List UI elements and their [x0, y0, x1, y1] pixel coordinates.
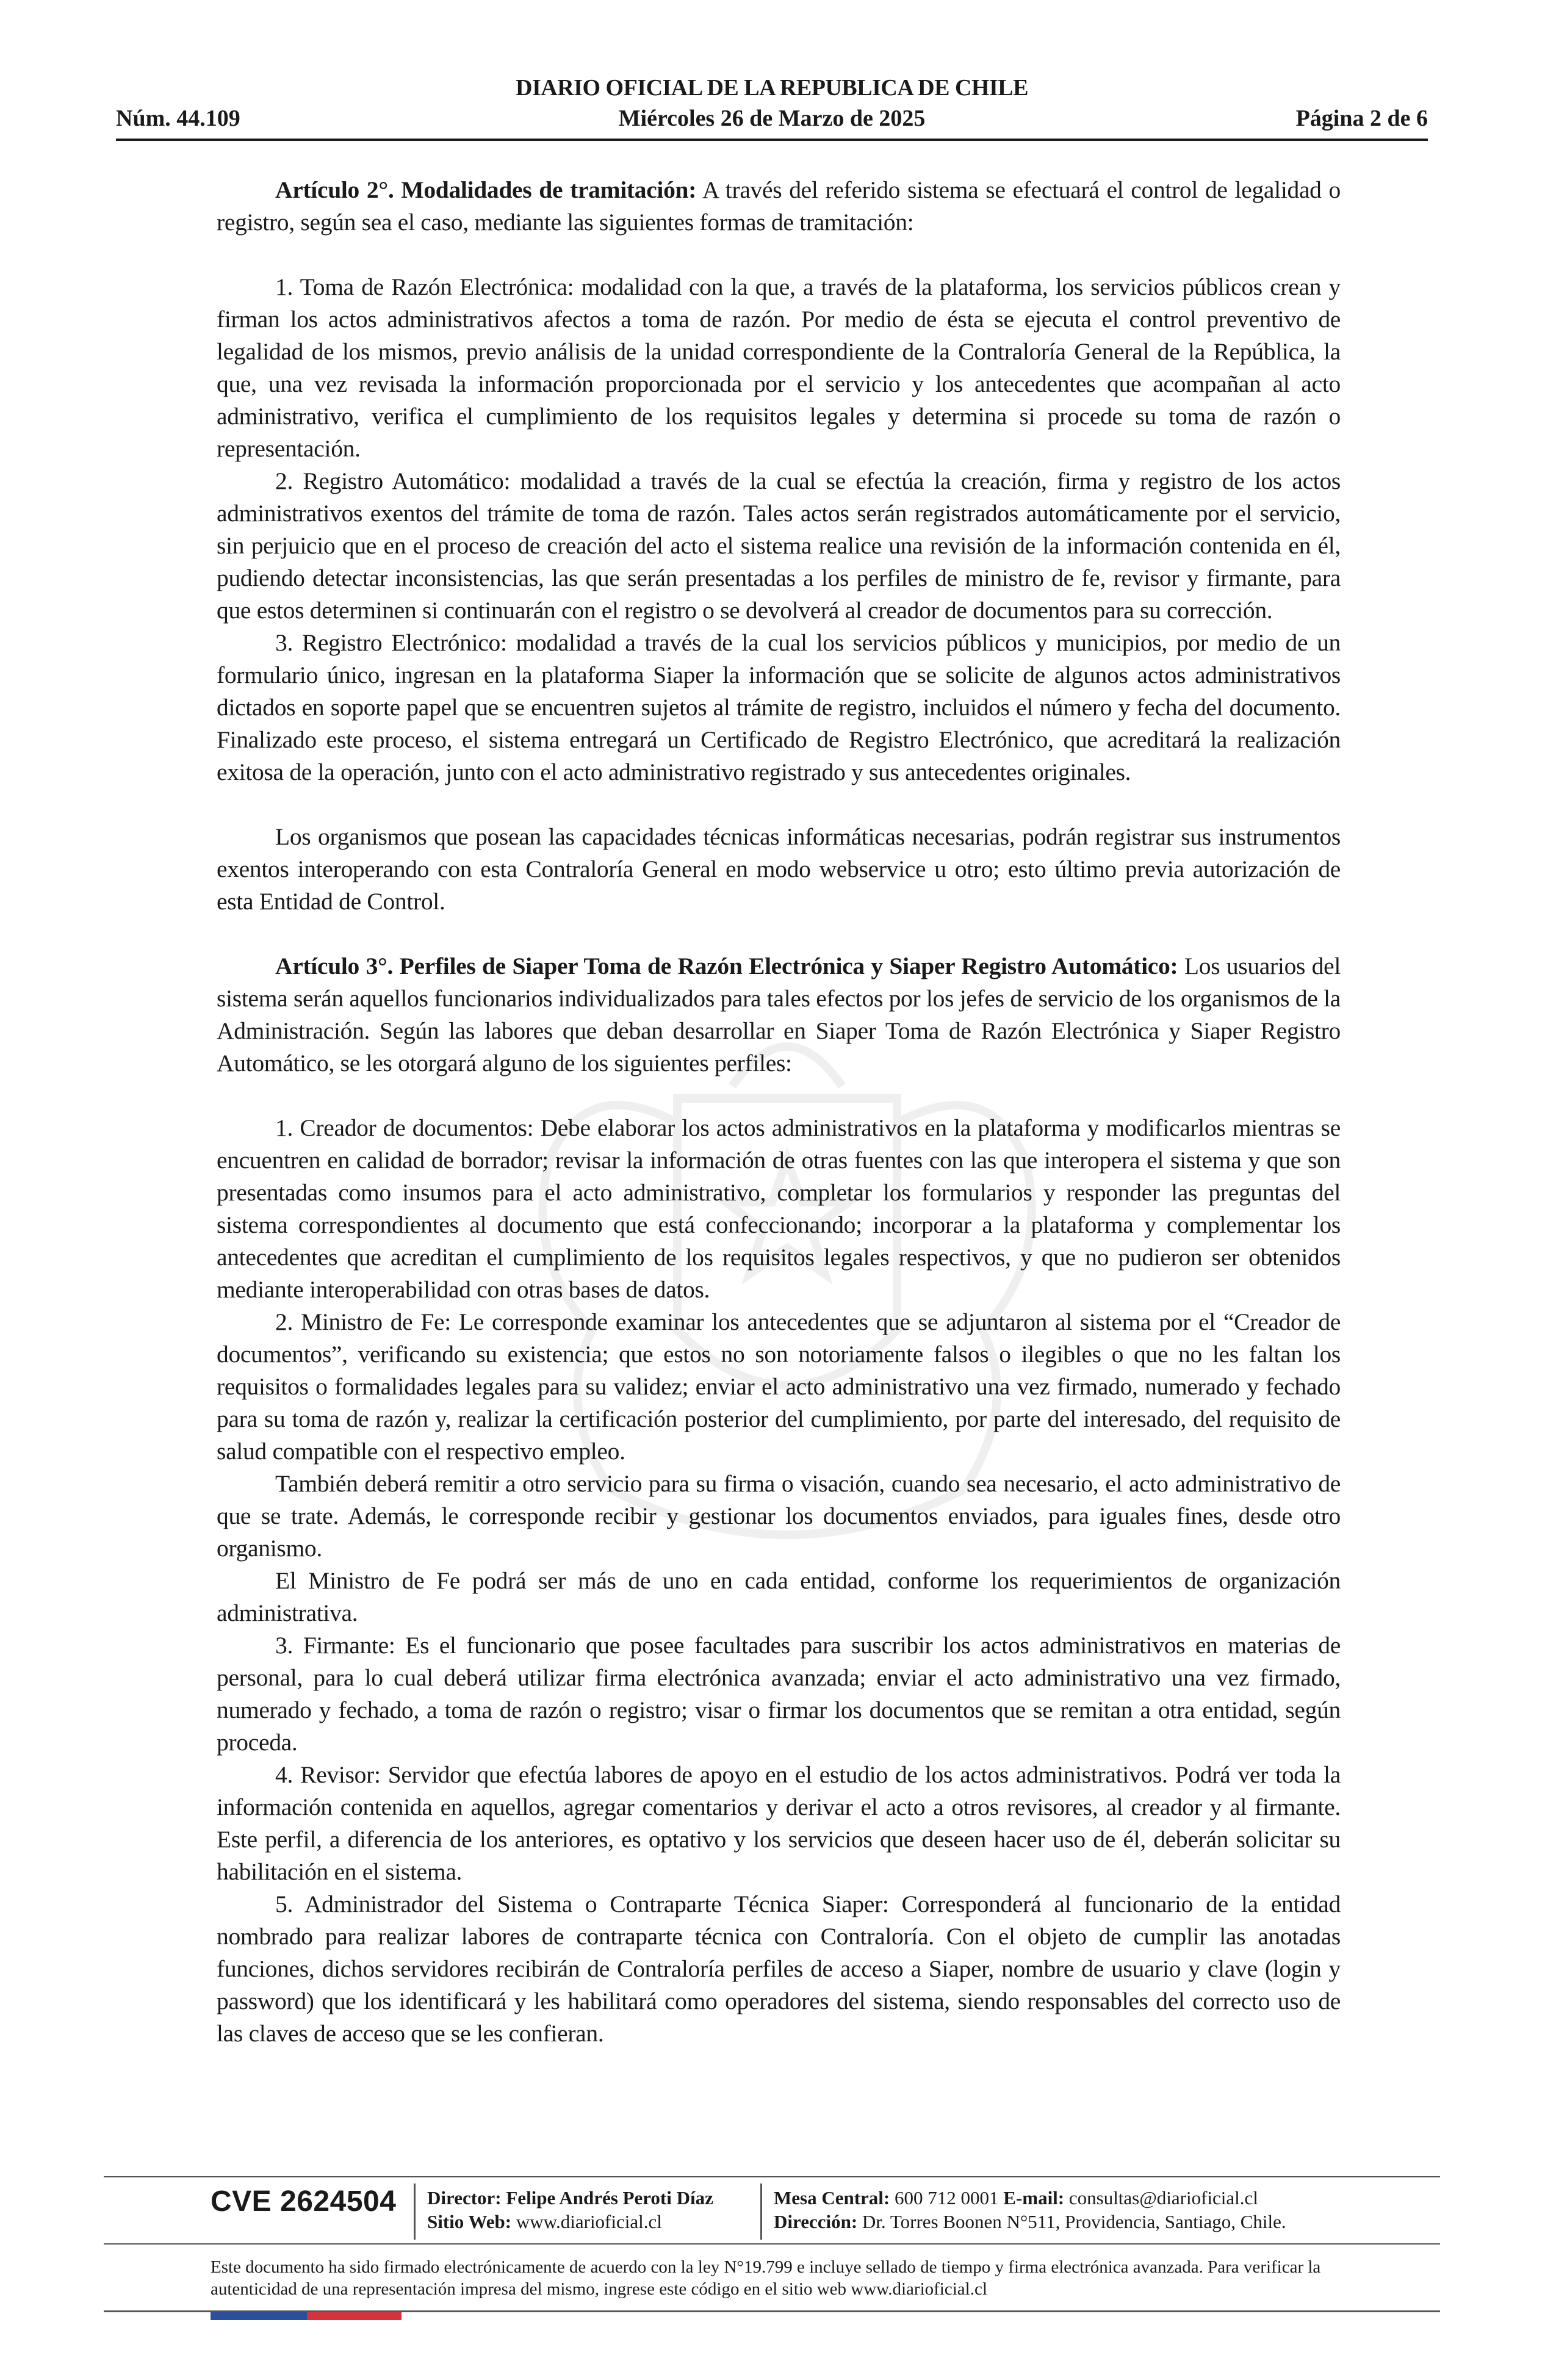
mesa-central-phone: 600 712 0001	[895, 2187, 999, 2209]
footer-director-block	[427, 2186, 713, 2234]
mesa-central-label: Mesa Central:	[774, 2187, 890, 2209]
article-3-item: 4. Revisor: Servidor que efectúa labores de apoyo en el estudio de los actos administrativos. Podrá ver toda la información contenida en aquellos, agregar comentarios y derivar el acto a otros revisores, al creador y al firmante. Este perfil, a diferencia de los anteriores, es optativo y los servicios que deseen hacer uso de él, deberán solicitar su habilitación en el sistema.	[217, 1761, 1341, 1885]
page-indicator: Página 2 de 6	[1295, 106, 1428, 131]
article-2-text: A través del referido sistema se efectuará el control de legalidad o registro, según sea el caso, mediante las siguientes formas de tramitación:	[217, 176, 1341, 236]
website-link[interactable]: www.diarioficial.cl	[516, 2211, 662, 2232]
publication-title: DIARIO OFICIAL DE LA REPUBLICA DE CHILE	[516, 75, 1028, 101]
article-3-item: El Ministro de Fe podrá ser más de uno en cada entidad, conforme los requerimientos de organización administrativa.	[217, 1567, 1341, 1626]
footer-middle-rule	[104, 2243, 1440, 2245]
footer-contact-block	[774, 2186, 1286, 2234]
issue-date: Miércoles 26 de Marzo de 2025	[618, 106, 926, 131]
article-3-heading: Artículo 3°. Perfiles de Siaper Toma de Razón Electrónica y Siaper Registro Automático:	[275, 953, 1178, 979]
article-2-closing: Los organismos que posean las capacidades técnicas informáticas necesarias, podrán registrar sus instrumentos exentos interoperando con esta Contraloría General en modo webservice u otro; esto último previa autorización de esta Entidad de Control.	[217, 823, 1341, 915]
document-body	[217, 174, 1341, 2050]
director-name: Felipe Andrés Peroti Díaz	[506, 2187, 713, 2209]
article-3-intro	[217, 950, 1341, 1080]
footer-top-rule	[104, 2176, 1440, 2177]
address-label: Dirección:	[774, 2211, 858, 2232]
email-label: E-mail:	[1003, 2187, 1065, 2209]
page-header	[116, 73, 1428, 142]
article-2-item: 1. Toma de Razón Electrónica: modalidad con la que, a través de la plataforma, los servicios públicos crean y firman los actos administrativos afectos a toma de razón. Por medio de ésta se ejecuta el control preventivo de legalidad de los mismos, previo análisis de la unidad correspondiente de la Contraloría General de la República, la que, una vez revisada la información proporcionada por el servicio y los antecedentes que acompañan al acto administrativo, verifica el cumplimiento de los requisitos legales y determina si procede su toma de razón o representación.	[217, 273, 1341, 462]
header-rule	[116, 139, 1428, 141]
article-2-heading: Artículo 2°. Modalidades de tramitación:	[275, 176, 697, 203]
footer-separator	[414, 2183, 416, 2240]
website-label: Sitio Web:	[427, 2211, 512, 2232]
article-3-item: También deberá remitir a otro servicio para su firma o visación, cuando sea necesario, el acto administrativo de que se trate. Además, le corresponde recibir y gestionar los documentos enviados, para iguales fines, desde otro organismo.	[217, 1470, 1341, 1562]
article-2-item: 3. Registro Electrónico: modalidad a través de la cual los servicios públicos y municipios, por medio de un formulario único, ingresan en la plataforma Siaper la información que se solicite de algunos actos administrativos dictados en soporte papel que se encuentren sujetos al trámite de registro, incluidos el número y fecha del documento. Finalizado este proceso, el sistema entregará un Certificado de Registro Electrónico, que acreditará la realización exitosa de la operación, junto con el acto administrativo registrado y sus antecedentes originales.	[217, 629, 1341, 785]
article-3-text: Los usuarios del sistema serán aquellos funcionarios individualizados para tales efectos por los jefes de servicio de los organismos de la Administración. Según las labores que deban desarrollar en Siaper Toma de Razón Electrónica y Siaper Registro Automático, se les otorgará alguno de los siguientes perfiles:	[217, 953, 1341, 1076]
address-text: Dr. Torres Boonen N°511, Providencia, Santiago, Chile.	[862, 2211, 1286, 2232]
email-link[interactable]: consultas@diarioficial.cl	[1068, 2187, 1258, 2209]
electronic-signature-notice: Este documento ha sido firmado electrónicamente de acuerdo con la ley N°19.799 e incluye sellado de tiempo y firma electrónica avanzada. Para verificar la autenticidad de una representación impresa del mismo, ingrese este código en el sitio web www.diarioficial.cl	[211, 2257, 1321, 2299]
article-2-intro	[217, 174, 1341, 239]
article-2-item: 2. Registro Automático: modalidad a través de la cual se efectúa la creación, firma y registro de los actos administrativos exentos del trámite de toma de razón. Tales actos serán registrados automáticamente por el servicio, sin perjuicio que en el proceso de creación del acto el sistema realice una revisión de la información contenida en él, pudiendo detectar inconsistencias, las que serán presentadas a los perfiles de ministro de fe, revisor y firmante, para que estos determinen si continuarán con el registro o se devolverá al creador de documentos para su corrección.	[217, 467, 1341, 624]
director-label: Director:	[427, 2187, 502, 2209]
article-3-item: 3. Firmante: Es el funcionario que posee facultades para suscribir los actos administrativos en materias de personal, para lo cual deberá utilizar firma electrónica avanzada; enviar el acto administrativo una vez firmado, numerado y fechado, a toma de razón o registro; visar o firmar los documentos que se remitan a otra entidad, según proceda.	[217, 1632, 1341, 1756]
article-3-item: 1. Creador de documentos: Debe elaborar los actos administrativos en la plataforma y modificarlos mientras se encuentren en calidad de borrador; revisar la información de otras fuentes con las que interopera el sistema y que son presentadas como insumos para el acto administrativo, completar los formularios y responder las preguntas del sistema correspondientes al documento que está confeccionando; incorporar a la plataforma y complementar los antecedentes que acreditan el cumplimiento de los requisitos legales respectivos, y que no pudieron ser obtenidos mediante interoperabilidad con otras bases de datos.	[217, 1114, 1341, 1303]
cve-code: CVE 2624504	[211, 2185, 397, 2218]
flag-stripe-blue	[211, 2312, 307, 2320]
issue-number: Núm. 44.109	[116, 106, 240, 131]
footer-separator	[760, 2183, 762, 2240]
article-3-item: 2. Ministro de Fe: Le corresponde examinar los antecedentes que se adjuntaron al sistema por el “Creador de documentos”, verificando su existencia; que estos no son notoriamente falsos o ilegibles o que no les faltan los requisitos o formalidades legales para su validez; enviar el acto administrativo una vez firmado, numerado y fechado para su toma de razón y, realizar la certificación posterior del cumplimiento, por parte del interesado, del requisito de salud compatible con el respectivo empleo.	[217, 1308, 1341, 1465]
article-3-item: 5. Administrador del Sistema o Contraparte Técnica Siaper: Corresponderá al funcionario de la entidad nombrado para realizar labores de contraparte técnica con Contraloría. Con el objeto de cumplir las anotadas funciones, dichos servidores recibirán de Contraloría perfiles de acceso a Siaper, nombre de usuario y clave (login y password) que los identificará y les habilitará como operadores del sistema, siendo responsables del correcto uso de las claves de acceso que se les confieran.	[217, 1891, 1341, 2047]
flag-stripe-red	[307, 2312, 402, 2320]
